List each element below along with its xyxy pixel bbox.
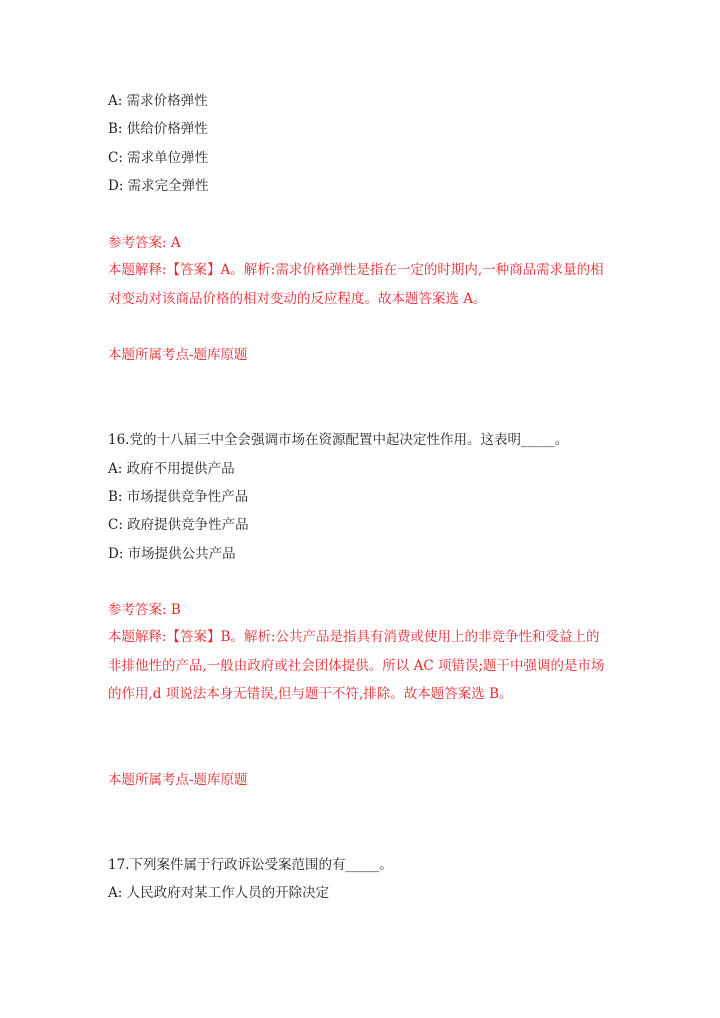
q16-topic: 本题所属考点-题库原题	[108, 772, 248, 788]
q15-option-b: B: 供给价格弹性	[108, 121, 208, 137]
q17-option-a: A: 人民政府对某工作人员的开除决定	[108, 885, 330, 901]
q15-option-c: C: 需求单位弹性	[108, 150, 209, 166]
q15-option-a: A: 需求价格弹性	[108, 93, 208, 109]
q16-answer: 参考答案: B	[108, 602, 181, 618]
q16-question: 16.党的十八届三中全会强调市场在资源配置中起决定性作用。这表明_____。	[108, 432, 569, 448]
q15-explanation: 本题解释:【答案】A。解析:需求价格弹性是指在一定的时期内,一种商品需求量的相对变动对该商品价格的相对变动的反应程度。故本题答案选 A。	[108, 262, 604, 307]
q15-option-d: D: 需求完全弹性	[108, 178, 209, 194]
q16-option-c: C: 政府提供竞争性产品	[108, 517, 249, 533]
q16-explanation: 本题解释:【答案】B。解析:公共产品是指具有消费或使用上的非竞争性和受益上的非排他性的产品,一般由政府或社会团体提供。所以 AC 项错误;题干中强调的是市场的作用,d 项说法本身无错误,但与题干不符,排除。故本题答案选 B。	[108, 629, 605, 702]
q16-option-a: A: 政府不用提供产品	[108, 461, 235, 477]
q16-option-b: B: 市场提供竞争性产品	[108, 489, 249, 505]
q17-question: 17.下列案件属于行政诉讼受案范围的有_____。	[108, 857, 393, 873]
q16-option-d: D: 市场提供公共产品	[108, 546, 236, 562]
q15-topic: 本题所属考点-题库原题	[108, 347, 248, 363]
q15-answer: 参考答案: A	[108, 235, 181, 251]
